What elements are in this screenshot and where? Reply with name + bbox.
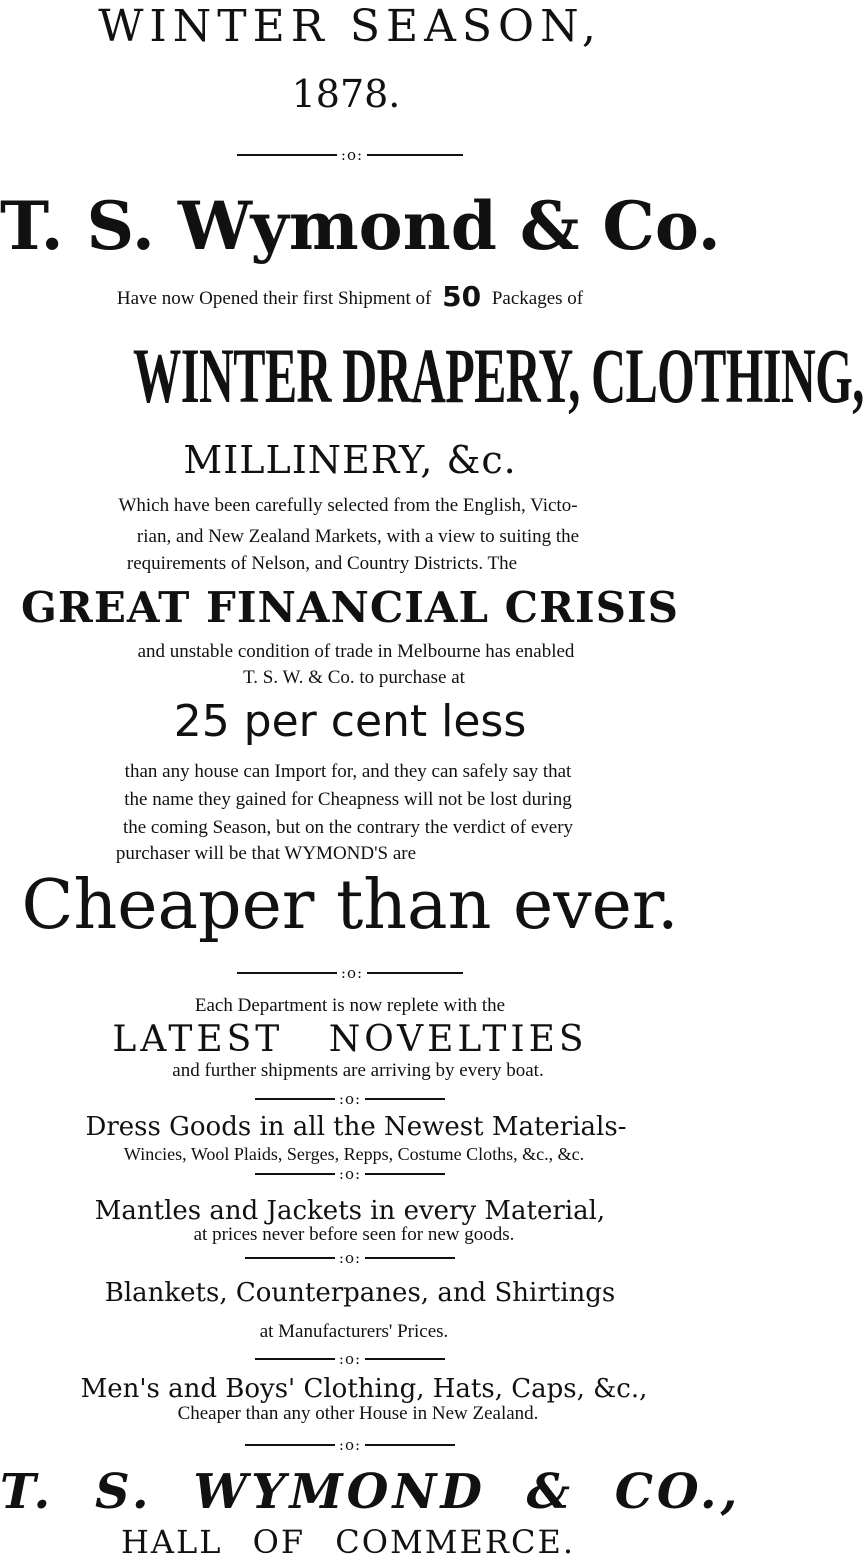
separator-2: :o:	[0, 962, 700, 983]
separator-4: :o:	[0, 1163, 700, 1184]
year: 1878.	[291, 72, 401, 116]
department-line: Each Department is now replete with the	[194, 995, 506, 1016]
season-heading: WINTER SEASON,	[98, 1, 602, 52]
footer-firm-name: T. S. WYMOND & CO.,	[0, 1464, 742, 1520]
separator-7: :o:	[0, 1434, 700, 1455]
item-mantles-detail: at prices never before seen for new goods.	[193, 1224, 515, 1245]
item-blankets-title: Blankets, Counterpanes, and Shirtings	[104, 1278, 616, 1308]
item-dress-goods-title: Dress Goods in all the Newest Materials-	[85, 1112, 627, 1142]
firm-name: T. S. Wymond & Co.	[0, 187, 721, 265]
paragraph-3-line-2: the name they gained for Cheapness will not be lost during	[124, 789, 572, 810]
novelties-heading: LATEST NOVELTIES	[112, 1019, 588, 1060]
separator-6: :o:	[0, 1348, 700, 1369]
footer-hall: HALL OF COMMERCE.	[120, 1523, 575, 1561]
shipment-line	[0, 282, 700, 314]
goods-heading: WINTER DRAPERY, CLOTHING,	[133, 332, 864, 419]
paragraph-1-line-3: requirements of Nelson, and Country Districts. The	[126, 553, 518, 574]
opened-text: Have now Opened their first Shipment of	[116, 288, 432, 309]
paragraph-3-line-4: purchaser will be that WYMOND'S are	[115, 843, 417, 864]
packages-text: Packages of	[491, 288, 584, 309]
discount-heading: 25 per cent less	[173, 696, 527, 747]
paragraph-2-line-1: and unstable condition of trade in Melbourne has enabled	[137, 641, 575, 662]
separator-1: :o:	[0, 144, 700, 165]
separator-3: :o:	[0, 1088, 700, 1109]
paragraph-2-line-2: T. S. W. & Co. to purchase at	[243, 667, 465, 688]
item-blankets-detail: at Manufacturers' Prices.	[259, 1321, 449, 1342]
paragraph-3-line-3: the coming Season, but on the contrary the verdict of every	[122, 817, 574, 838]
paragraph-3-line-1: than any house can Import for, and they can safely say that	[124, 761, 572, 782]
item-clothing-detail: Cheaper than any other House in New Zealand.	[177, 1403, 539, 1424]
item-mantles-title: Mantles and Jackets in every Material,	[94, 1196, 606, 1226]
cheaper-heading: Cheaper than ever.	[21, 866, 679, 945]
item-dress-goods-detail: Wincies, Wool Plaids, Serges, Repps, Costume Cloths, &c., &c.	[123, 1144, 585, 1164]
paragraph-1-line-2: rian, and New Zealand Markets, with a view to suiting the	[136, 526, 580, 547]
crisis-heading: GREAT FINANCIAL CRISIS	[21, 583, 679, 632]
shipment-number: 50	[442, 280, 482, 313]
item-clothing-title: Men's and Boys' Clothing, Hats, Caps, &c.,	[80, 1374, 648, 1404]
paragraph-1-line-1: Which have been carefully selected from the English, Victo-	[118, 495, 578, 516]
separator-5: :o:	[0, 1247, 700, 1268]
millinery-heading: MILLINERY, &c.	[183, 438, 517, 482]
shipments-line: and further shipments are arriving by every boat.	[172, 1060, 544, 1081]
